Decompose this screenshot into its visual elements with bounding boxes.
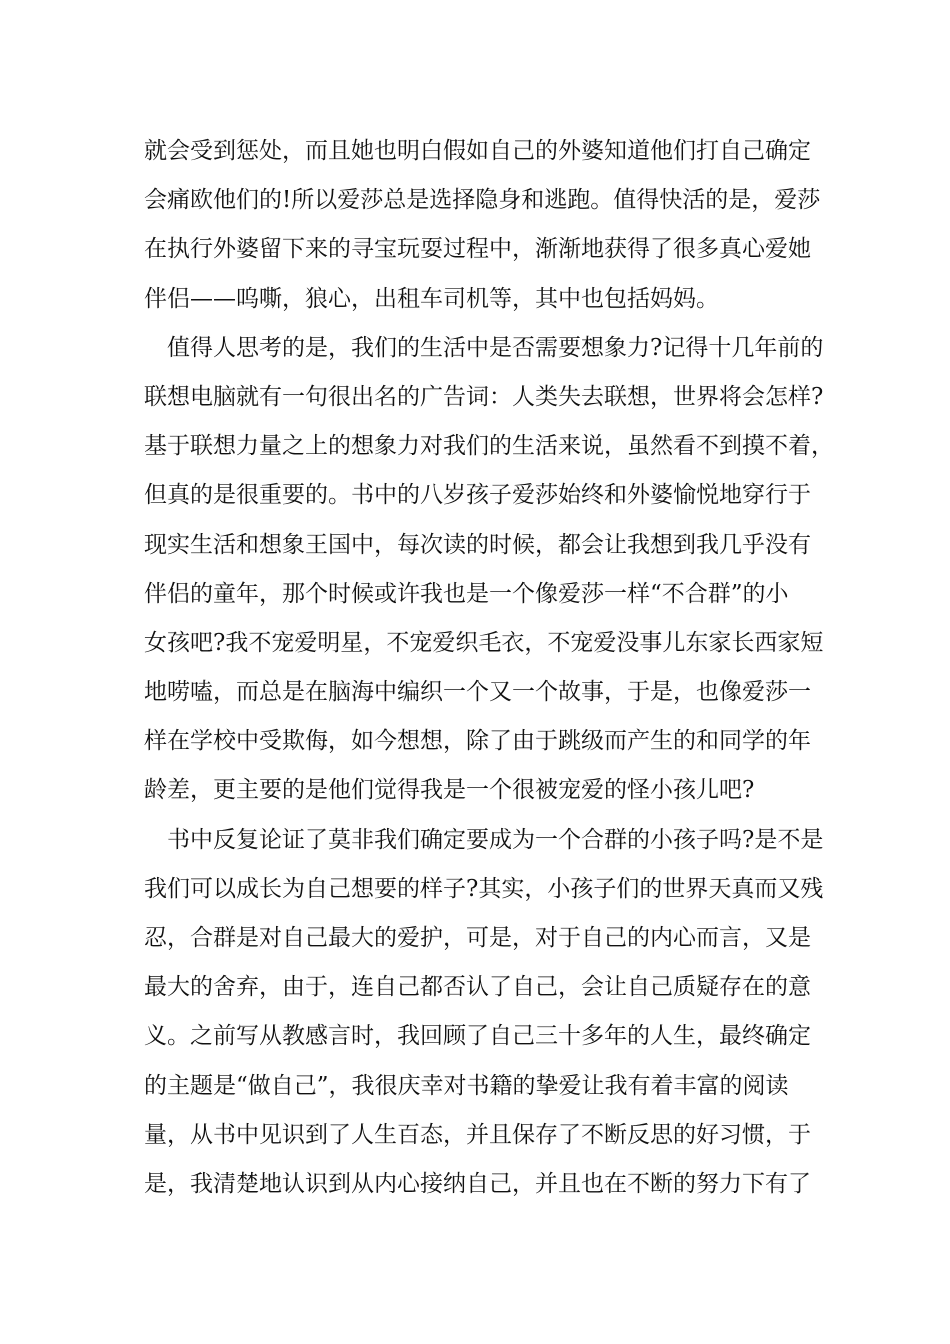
paragraph-2 bbox=[144, 324, 834, 816]
text-line: 值得人思考的是，我们的生活中是否需要想象力?记得十几年前的 bbox=[167, 334, 824, 361]
text-line: 伴侣——呜嘶，狼心，出租车司机等，其中也包括妈妈。 bbox=[144, 285, 719, 312]
text-line: 地唠嗑，而总是在脑海中编织一个又一个故事，于是，也像爱莎一 bbox=[144, 679, 811, 706]
body-text bbox=[144, 127, 834, 1209]
text-line: 的主题是“做自己”，我很庆幸对书籍的挚爱让我有着丰富的阅读 bbox=[144, 1072, 789, 1099]
text-line: 我们可以成长为自己想要的样子?其实，小孩子们的世界天真而又残 bbox=[144, 875, 824, 902]
text-line: 书中反复论证了莫非我们确定要成为一个合群的小孩子吗?是不是 bbox=[167, 826, 824, 853]
text-line: 女孩吧?我不宠爱明星，不宠爱织毛衣，不宠爱没事儿东家长西家短 bbox=[144, 629, 824, 656]
text-line: 义。之前写从教感言时，我回顾了自己三十多年的人生，最终确定 bbox=[144, 1023, 811, 1050]
text-line: 但真的是很重要的。书中的八岁孩子爱莎始终和外婆愉悦地穿行于 bbox=[144, 482, 811, 509]
text-line: 联想电脑就有一句很出名的广告词：人类失去联想，世界将会怎样? bbox=[144, 383, 824, 410]
text-line: 龄差，更主要的是他们觉得我是一个很被宠爱的怪小孩儿吧? bbox=[144, 777, 755, 804]
paragraph-1 bbox=[144, 127, 820, 324]
text-line: 现实生活和想象王国中，每次读的时候，都会让我想到我几乎没有 bbox=[144, 531, 811, 558]
text-line: 量，从书中见识到了人生百态，并且保存了不断反思的好习惯，于 bbox=[144, 1121, 811, 1148]
paragraph-3 bbox=[144, 816, 824, 1210]
text-line: 样在学校中受欺侮，如今想想，除了由于跳级而产生的和同学的年 bbox=[144, 728, 811, 755]
text-line: 基于联想力量之上的想象力对我们的生活来说，虽然看不到摸不着， bbox=[144, 433, 834, 460]
text-line: 忍，合群是对自己最大的爱护，可是，对于自己的内心而言，又是 bbox=[144, 925, 811, 951]
text-line: 在执行外婆留下来的寻宝玩耍过程中，渐渐地获得了很多真心爱她 bbox=[144, 236, 811, 263]
text-line: 是，我清楚地认识到从内心接纳自己，并且也在不断的努力下有了 bbox=[144, 1170, 811, 1197]
text-line: 就会受到惩处，而且她也明白假如自己的外婆知道他们打自己确定 bbox=[144, 138, 811, 164]
text-line: 会痛欧他们的!所以爱莎总是选择隐身和逃跑。值得快活的是，爱莎 bbox=[144, 187, 821, 214]
text-line: 伴侣的童年，那个时候或许我也是一个像爱莎一样“不合群”的小 bbox=[144, 580, 789, 607]
text-line: 最大的舍弃，由于，连自己都否认了自己，会让自己质疑存在的意 bbox=[144, 974, 811, 1001]
